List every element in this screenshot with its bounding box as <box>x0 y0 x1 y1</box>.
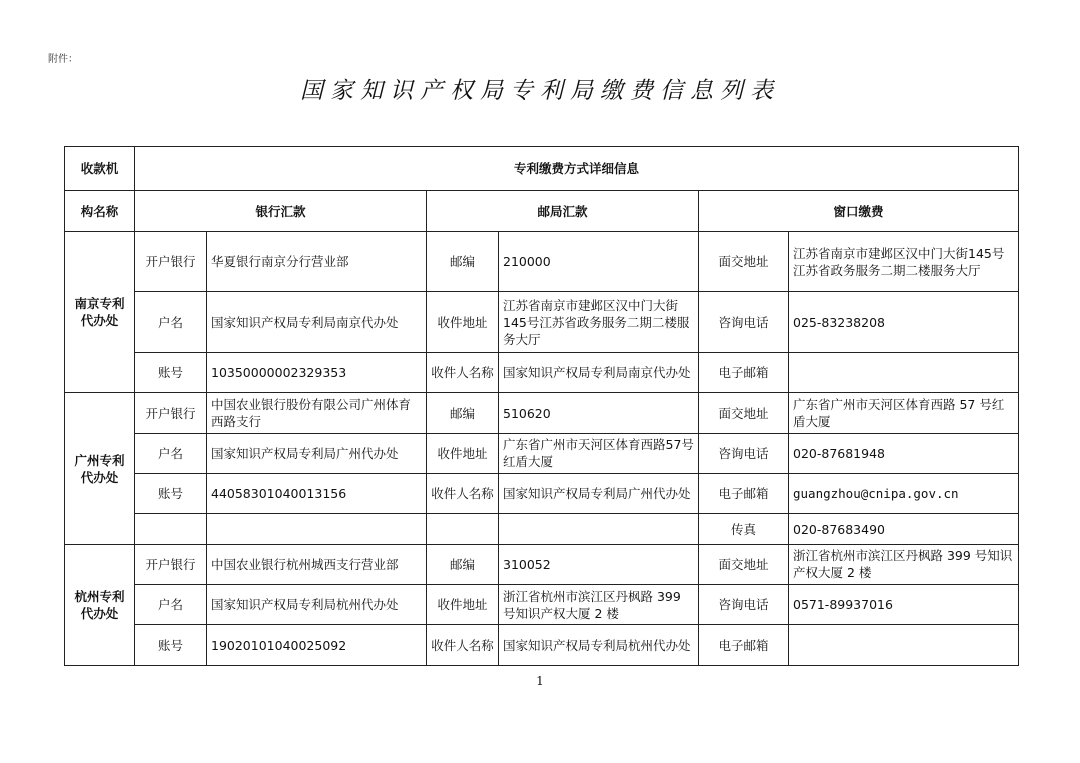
bank-field-value: 44058301040013156 <box>207 474 427 514</box>
detail-title-header: 专利缴费方式详细信息 <box>135 147 1019 191</box>
office-name: 杭州专利代办处 <box>65 544 135 665</box>
window-field-value <box>789 625 1019 666</box>
window-field-value: 广东省广州市天河区体育西路 57 号红盾大厦 <box>789 393 1019 433</box>
bank-field-label: 户名 <box>135 292 207 353</box>
window-field-value: 020-87683490 <box>789 514 1019 544</box>
org-header-bottom: 构名称 <box>65 191 135 231</box>
post-field-value: 210000 <box>499 231 699 292</box>
bank-field-value: 国家知识产权局专利局广州代办处 <box>207 433 427 473</box>
bank-field-value: 19020101040025092 <box>207 625 427 666</box>
window-field-label: 传真 <box>699 514 789 544</box>
fee-payment-table <box>64 146 1019 666</box>
office-row <box>65 433 1019 473</box>
office-row <box>65 585 1019 625</box>
post-field-label: 邮编 <box>427 393 499 433</box>
office-name: 南京专利代办处 <box>65 231 135 393</box>
window-field-value <box>789 352 1019 392</box>
bank-field-value: 中国农业银行股份有限公司广州体育西路支行 <box>207 393 427 433</box>
bank-field-label: 户名 <box>135 585 207 625</box>
office-row <box>65 474 1019 514</box>
office-row <box>65 292 1019 353</box>
window-field-value: 0571-89937016 <box>789 585 1019 625</box>
post-field-value <box>499 514 699 544</box>
bank-field-value: 国家知识产权局专利局南京代办处 <box>207 292 427 353</box>
window-field-label: 面交地址 <box>699 544 789 584</box>
bank-transfer-header: 银行汇款 <box>135 191 427 231</box>
post-field-label: 收件地址 <box>427 292 499 353</box>
office-row <box>65 514 1019 544</box>
window-field-label: 电子邮箱 <box>699 474 789 514</box>
window-field-label: 面交地址 <box>699 231 789 292</box>
bank-field-value: 10350000002329353 <box>207 352 427 392</box>
post-field-value: 广东省广州市天河区体育西路57号红盾大厦 <box>499 433 699 473</box>
window-field-value: 025-83238208 <box>789 292 1019 353</box>
post-field-label: 邮编 <box>427 544 499 584</box>
bank-field-value <box>207 514 427 544</box>
bank-field-label <box>135 514 207 544</box>
bank-field-value: 华夏银行南京分行营业部 <box>207 231 427 292</box>
post-field-value: 江苏省南京市建邺区汉中门大街145号江苏省政务服务二期二楼服务大厅 <box>499 292 699 353</box>
office-row <box>65 544 1019 584</box>
bank-field-label: 账号 <box>135 352 207 392</box>
window-field-label: 电子邮箱 <box>699 625 789 666</box>
office-row <box>65 393 1019 433</box>
post-field-label <box>427 514 499 544</box>
page-number: 1 <box>536 674 544 688</box>
window-field-label: 咨询电话 <box>699 585 789 625</box>
post-field-value: 510620 <box>499 393 699 433</box>
post-field-label: 收件人名称 <box>427 625 499 666</box>
attachment-label: 附件： <box>48 54 78 65</box>
window-field-value: 浙江省杭州市滨江区丹枫路 399 号知识产权大厦 2 楼 <box>789 544 1019 584</box>
window-field-label: 面交地址 <box>699 393 789 433</box>
post-field-value: 国家知识产权局专利局杭州代办处 <box>499 625 699 666</box>
window-field-value: 江苏省南京市建邺区汉中门大街145号江苏省政务服务二期二楼服务大厅 <box>789 231 1019 292</box>
bank-field-label: 开户银行 <box>135 393 207 433</box>
bank-field-value: 中国农业银行杭州城西支行营业部 <box>207 544 427 584</box>
office-name: 广州专利代办处 <box>65 393 135 544</box>
bank-field-value: 国家知识产权局专利局杭州代办处 <box>207 585 427 625</box>
post-field-label: 收件人名称 <box>427 352 499 392</box>
office-row <box>65 625 1019 666</box>
post-field-value: 国家知识产权局专利局南京代办处 <box>499 352 699 392</box>
post-field-value: 浙江省杭州市滨江区丹枫路 399 号知识产权大厦 2 楼 <box>499 585 699 625</box>
post-field-label: 邮编 <box>427 231 499 292</box>
bank-field-label: 开户银行 <box>135 544 207 584</box>
window-field-value: 020-87681948 <box>789 433 1019 473</box>
post-field-label: 收件地址 <box>427 433 499 473</box>
post-field-value: 国家知识产权局专利局广州代办处 <box>499 474 699 514</box>
office-row <box>65 231 1019 292</box>
window-field-label: 电子邮箱 <box>699 352 789 392</box>
post-field-label: 收件人名称 <box>427 474 499 514</box>
post-field-value: 310052 <box>499 544 699 584</box>
post-transfer-header: 邮局汇款 <box>427 191 699 231</box>
bank-field-label: 账号 <box>135 625 207 666</box>
window-payment-header: 窗口缴费 <box>699 191 1019 231</box>
window-field-label: 咨询电话 <box>699 292 789 353</box>
office-row <box>65 352 1019 392</box>
bank-field-label: 户名 <box>135 433 207 473</box>
bank-field-label: 开户银行 <box>135 231 207 292</box>
org-header-top: 收款机 <box>65 147 135 191</box>
window-field-value: guangzhou@cnipa.gov.cn <box>789 474 1019 514</box>
bank-field-label: 账号 <box>135 474 207 514</box>
window-field-label: 咨询电话 <box>699 433 789 473</box>
post-field-label: 收件地址 <box>427 585 499 625</box>
document-title: 国家知识产权局专利局缴费信息列表 <box>300 78 780 104</box>
